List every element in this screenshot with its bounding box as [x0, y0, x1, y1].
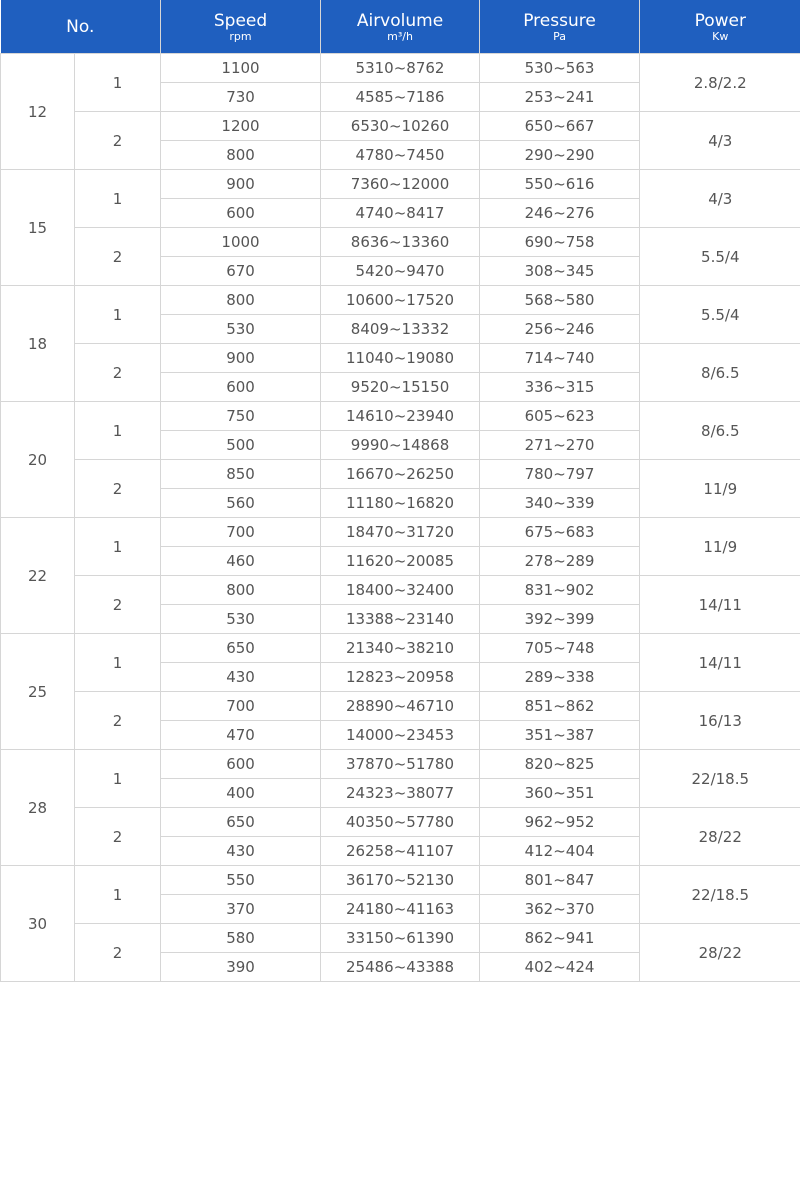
power-cell: 8/6.5	[640, 402, 800, 460]
pressure-cell: 351~387	[480, 721, 640, 750]
pressure-cell: 568~580	[480, 286, 640, 315]
speed-cell: 600	[161, 750, 321, 779]
speed-cell: 470	[161, 721, 321, 750]
speed-cell: 580	[161, 924, 321, 953]
airvolume-cell: 18400~32400	[321, 576, 480, 605]
power-cell: 5.5/4	[640, 228, 800, 286]
variant-type-cell: 1	[75, 54, 161, 112]
pressure-cell: 340~339	[480, 489, 640, 518]
table-row	[1, 634, 800, 663]
model-number-cell: 22	[1, 518, 75, 634]
pressure-cell: 392~399	[480, 605, 640, 634]
variant-type-cell: 2	[75, 344, 161, 402]
speed-cell: 800	[161, 141, 321, 170]
pressure-cell: 271~270	[480, 431, 640, 460]
pressure-cell: 362~370	[480, 895, 640, 924]
airvolume-cell: 28890~46710	[321, 692, 480, 721]
airvolume-cell: 9520~15150	[321, 373, 480, 402]
pressure-cell: 289~338	[480, 663, 640, 692]
pressure-cell: 550~616	[480, 170, 640, 199]
variant-type-cell: 2	[75, 576, 161, 634]
power-cell: 22/18.5	[640, 750, 800, 808]
speed-cell: 850	[161, 460, 321, 489]
speed-cell: 530	[161, 315, 321, 344]
model-number-cell: 30	[1, 866, 75, 982]
speed-cell: 370	[161, 895, 321, 924]
table-row	[1, 460, 800, 489]
pressure-cell: 402~424	[480, 953, 640, 982]
speed-cell: 800	[161, 286, 321, 315]
header-power	[640, 0, 800, 54]
airvolume-cell: 6530~10260	[321, 112, 480, 141]
model-number-cell: 15	[1, 170, 75, 286]
airvolume-cell: 9990~14868	[321, 431, 480, 460]
pressure-cell: 820~825	[480, 750, 640, 779]
airvolume-cell: 10600~17520	[321, 286, 480, 315]
speed-cell: 430	[161, 837, 321, 866]
pressure-cell: 246~276	[480, 199, 640, 228]
table-row	[1, 866, 800, 895]
pressure-cell: 253~241	[480, 83, 640, 112]
power-cell: 4/3	[640, 112, 800, 170]
speed-cell: 730	[161, 83, 321, 112]
pressure-cell: 962~952	[480, 808, 640, 837]
model-number-cell: 20	[1, 402, 75, 518]
airvolume-cell: 4585~7186	[321, 83, 480, 112]
airvolume-cell: 8409~13332	[321, 315, 480, 344]
variant-type-cell: 1	[75, 286, 161, 344]
table-row	[1, 54, 800, 83]
airvolume-cell: 11620~20085	[321, 547, 480, 576]
speed-cell: 1000	[161, 228, 321, 257]
airvolume-cell: 12823~20958	[321, 663, 480, 692]
airvolume-cell: 14610~23940	[321, 402, 480, 431]
speed-cell: 430	[161, 663, 321, 692]
speed-cell: 1100	[161, 54, 321, 83]
power-cell: 28/22	[640, 808, 800, 866]
airvolume-cell: 14000~23453	[321, 721, 480, 750]
airvolume-cell: 13388~23140	[321, 605, 480, 634]
variant-type-cell: 1	[75, 866, 161, 924]
variant-type-cell: 2	[75, 460, 161, 518]
speed-cell: 700	[161, 518, 321, 547]
speed-cell: 600	[161, 199, 321, 228]
header-speed-label: Speed	[213, 10, 268, 31]
variant-type-cell: 1	[75, 518, 161, 576]
variant-type-cell: 1	[75, 634, 161, 692]
power-cell: 14/11	[640, 576, 800, 634]
airvolume-cell: 40350~57780	[321, 808, 480, 837]
variant-type-cell: 2	[75, 228, 161, 286]
variant-type-cell: 2	[75, 808, 161, 866]
airvolume-cell: 11040~19080	[321, 344, 480, 373]
speed-cell: 670	[161, 257, 321, 286]
airvolume-cell: 5420~9470	[321, 257, 480, 286]
header-no	[1, 0, 161, 54]
speed-cell: 560	[161, 489, 321, 518]
header-airvolume	[321, 0, 480, 54]
power-cell: 22/18.5	[640, 866, 800, 924]
table-row	[1, 402, 800, 431]
power-cell: 28/22	[640, 924, 800, 982]
airvolume-cell: 7360~12000	[321, 170, 480, 199]
speed-cell: 550	[161, 866, 321, 895]
airvolume-cell: 26258~41107	[321, 837, 480, 866]
speed-cell: 650	[161, 634, 321, 663]
power-cell: 16/13	[640, 692, 800, 750]
airvolume-cell: 4780~7450	[321, 141, 480, 170]
table-row	[1, 576, 800, 605]
pressure-cell: 851~862	[480, 692, 640, 721]
pressure-cell: 690~758	[480, 228, 640, 257]
spec-table-body	[1, 54, 800, 982]
power-cell: 14/11	[640, 634, 800, 692]
table-row	[1, 228, 800, 257]
pressure-cell: 278~289	[480, 547, 640, 576]
table-row	[1, 750, 800, 779]
model-number-cell: 12	[1, 54, 75, 170]
power-cell: 5.5/4	[640, 286, 800, 344]
speed-cell: 700	[161, 692, 321, 721]
power-cell: 8/6.5	[640, 344, 800, 402]
airvolume-cell: 8636~13360	[321, 228, 480, 257]
power-cell: 4/3	[640, 170, 800, 228]
pressure-cell: 831~902	[480, 576, 640, 605]
airvolume-cell: 33150~61390	[321, 924, 480, 953]
airvolume-cell: 16670~26250	[321, 460, 480, 489]
speed-cell: 900	[161, 170, 321, 199]
pressure-cell: 360~351	[480, 779, 640, 808]
speed-cell: 500	[161, 431, 321, 460]
table-row	[1, 518, 800, 547]
model-number-cell: 25	[1, 634, 75, 750]
speed-cell: 390	[161, 953, 321, 982]
speed-cell: 600	[161, 373, 321, 402]
speed-cell: 460	[161, 547, 321, 576]
header-pressure	[480, 0, 640, 54]
header-speed-unit: rpm	[229, 29, 252, 43]
header-pressure-unit: Pa	[553, 29, 566, 43]
header-row	[1, 0, 800, 54]
pressure-cell: 780~797	[480, 460, 640, 489]
variant-type-cell: 1	[75, 750, 161, 808]
variant-type-cell: 2	[75, 112, 161, 170]
pressure-cell: 714~740	[480, 344, 640, 373]
airvolume-cell: 18470~31720	[321, 518, 480, 547]
pressure-cell: 705~748	[480, 634, 640, 663]
table-row	[1, 692, 800, 721]
variant-type-cell: 1	[75, 170, 161, 228]
table-row	[1, 170, 800, 199]
pressure-cell: 336~315	[480, 373, 640, 402]
pressure-cell: 862~941	[480, 924, 640, 953]
airvolume-cell: 11180~16820	[321, 489, 480, 518]
speed-cell: 750	[161, 402, 321, 431]
pressure-cell: 605~623	[480, 402, 640, 431]
airvolume-cell: 24180~41163	[321, 895, 480, 924]
airvolume-cell: 5310~8762	[321, 54, 480, 83]
table-row	[1, 808, 800, 837]
speed-cell: 800	[161, 576, 321, 605]
speed-cell: 1200	[161, 112, 321, 141]
power-cell: 11/9	[640, 460, 800, 518]
speed-cell: 400	[161, 779, 321, 808]
header-power-label: Power	[694, 10, 746, 31]
header-airvolume-label: Airvolume	[356, 10, 444, 31]
airvolume-cell: 21340~38210	[321, 634, 480, 663]
header-no-label: No.	[66, 16, 95, 37]
header-power-unit: Kw	[712, 29, 729, 43]
header-speed	[161, 0, 321, 54]
pressure-cell: 412~404	[480, 837, 640, 866]
speed-cell: 900	[161, 344, 321, 373]
airvolume-cell: 25486~43388	[321, 953, 480, 982]
header-pressure-label: Pressure	[523, 10, 596, 31]
variant-type-cell: 1	[75, 402, 161, 460]
airvolume-cell: 37870~51780	[321, 750, 480, 779]
airvolume-cell: 24323~38077	[321, 779, 480, 808]
airvolume-cell: 4740~8417	[321, 199, 480, 228]
pressure-cell: 675~683	[480, 518, 640, 547]
pressure-cell: 650~667	[480, 112, 640, 141]
table-row	[1, 286, 800, 315]
variant-type-cell: 2	[75, 924, 161, 982]
table-row	[1, 924, 800, 953]
header-airvolume-unit: m³/h	[387, 29, 413, 43]
model-number-cell: 18	[1, 286, 75, 402]
variant-type-cell: 2	[75, 692, 161, 750]
pressure-cell: 256~246	[480, 315, 640, 344]
power-cell: 2.8/2.2	[640, 54, 800, 112]
table-row	[1, 344, 800, 373]
airvolume-cell: 36170~52130	[321, 866, 480, 895]
table-row	[1, 112, 800, 141]
power-cell: 11/9	[640, 518, 800, 576]
model-number-cell: 28	[1, 750, 75, 866]
speed-cell: 650	[161, 808, 321, 837]
pressure-cell: 290~290	[480, 141, 640, 170]
pressure-cell: 308~345	[480, 257, 640, 286]
pressure-cell: 801~847	[480, 866, 640, 895]
pressure-cell: 530~563	[480, 54, 640, 83]
speed-cell: 530	[161, 605, 321, 634]
